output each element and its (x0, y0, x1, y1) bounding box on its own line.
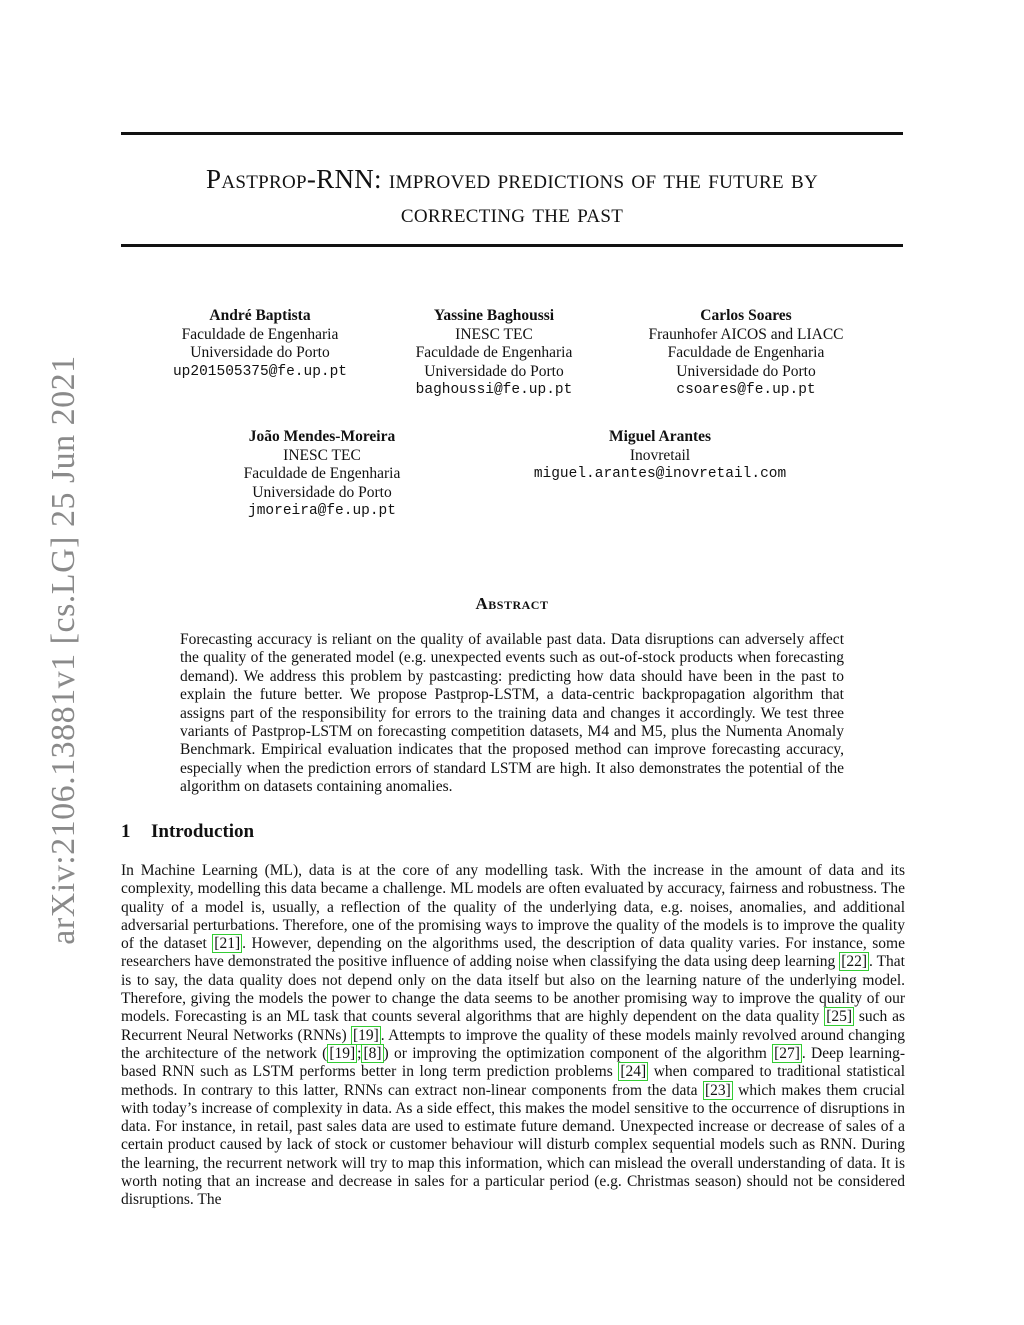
abstract-text: Forecasting accuracy is reliant on the quality of available past data. Data disruptions can adversely affect the quality of the generated model (e.g. unexpected events such as out-of-stock products when forecasting demand). We address this problem by pastcasting: predicting how data should have been in the past to explain the future better. We propose Pastprop-LSTM, a data-centric backpropagation algorithm that assigns part of the responsibility for errors to the training data and changes it accordingly. We test three variants of Pastprop-LSTM on forecasting competition datasets, M4 and M5, plus the Numenta Anomaly Benchmark. Empirical evaluation indicates that the proposed method can improve forecasting accuracy, especially when the prediction errors of standard LSTM are high. It also demonstrates the potential of the algorithm on datasets containing anomalies. (180, 631, 844, 796)
author-name: Miguel Arantes (608, 428, 712, 445)
author-affiliation: Universidade do Porto (424, 362, 564, 380)
title-rule-top (121, 132, 903, 135)
text-run: . Deep learning-based RNN such as LSTM performs better in long term prediction problems (121, 1044, 905, 1081)
intro-paragraph (121, 862, 905, 1210)
author-email[interactable]: baghoussi@fe.up.pt (415, 382, 573, 398)
text-run: . That is to say, the data quality does not depend only on the data itself but also on the learning nature of the underlying model. Therefore, giving the models the power to change the data seems to be another promising way to improve the quality of our models. Forecasting is an ML task that counts several algorithms that are highly dependent on the data quality (121, 953, 905, 1026)
author-name: Carlos Soares (700, 307, 792, 324)
text-run: ; (357, 1044, 362, 1062)
title-rule-bottom (121, 244, 903, 247)
author-name: Yassine Baghoussi (433, 307, 555, 324)
text-run: such as Recurrent Neural Networks (RNNs) (121, 1008, 905, 1044)
author-email[interactable]: jmoreira@fe.up.pt (248, 503, 396, 519)
citation-link[interactable]: [19] (329, 1044, 356, 1062)
citation-link[interactable]: [19] (352, 1026, 379, 1044)
title-line-1: Pastprop-RNN: improved predictions of the future by (206, 164, 818, 194)
author-affiliation: INESC TEC (283, 446, 361, 464)
text-run: . Attempts to improve the quality of these models mainly revolved around changing the architecture of the network ( (121, 1026, 905, 1062)
citation-link[interactable]: [23] (704, 1081, 731, 1099)
citation-link[interactable]: [8] (363, 1044, 382, 1062)
citation-link[interactable]: [25] (826, 1008, 853, 1026)
citation-link[interactable]: [27] (774, 1044, 800, 1062)
author-affiliation: Inovretail (629, 446, 691, 464)
author-affiliation: Universidade do Porto (190, 344, 330, 361)
arxiv-identifier: arXiv:2106.13881v1 [cs.LG] 25 Jun 2021 (45, 355, 82, 945)
author-affiliation: Faculdade de Engenharia (667, 344, 825, 361)
citation-link[interactable]: [22] (841, 953, 868, 971)
citation-link[interactable]: [21] (214, 935, 241, 953)
author-email[interactable]: miguel.arantes@inovretail.com (533, 466, 787, 482)
author-block (626, 307, 866, 400)
author-affiliation: Faculdade de Engenharia (181, 325, 339, 343)
author-block (150, 307, 370, 381)
section-heading (121, 821, 254, 843)
text-run: . However, depending on the algorithms used, the description of data quality varies. For instance, some researchers have demonstrated the positive influence of adding noise when classifying the data using deep learning (121, 935, 905, 971)
author-email[interactable]: csoares@fe.up.pt (676, 382, 816, 398)
author-affiliation: Universidade do Porto (676, 362, 816, 380)
text-run: ) or improving the optimization component of the algorithm (383, 1044, 773, 1062)
abstract-heading: Abstract (475, 594, 549, 613)
title-line-2: correcting the past (400, 198, 624, 228)
author-name: André Baptista (209, 307, 311, 324)
author-affiliation: INESC TEC (455, 325, 533, 343)
author-email[interactable]: up201505375@fe.up.pt (172, 363, 348, 380)
author-name: João Mendes-Moreira (248, 428, 396, 445)
text-run: In Machine Learning (ML), data is at the core of any modelling task. With the increase in the amount of data and its complexity, modelling this data became a challenge. ML models are often evaluated by accuracy, fairness and robustness. The quality of a model is, usually, a reflection of the quality of the underlying data, e.g. noises, anomalies, and additional adversarial perturbations. Therefore, one of the promising ways to improve the quality of the models is to improve the quality of the dataset (121, 862, 905, 953)
author-affiliation: Universidade do Porto (252, 483, 392, 501)
author-affiliation: Faculdade de Engenharia (243, 465, 401, 482)
author-affiliation: Faculdade de Engenharia (415, 344, 573, 361)
author-block (384, 307, 604, 400)
paper-title (121, 162, 903, 230)
text-run: when compared to traditional statistical methods. In contrary to this latter, RNNs can extract non-linear components from the data (121, 1063, 905, 1099)
citation-link[interactable]: [24] (620, 1063, 647, 1081)
author-affiliation: Fraunhofer AICOS and LIACC (648, 325, 844, 343)
author-block (520, 428, 800, 484)
text-run: which makes them crucial with today’s increase of complexity in data. As a side effect, this makes the model sensitive to the occurrence of disruptions in data. For instance, in retail, past sales data are used to estimate future demand. Unexpected increase or decrease of sales of a certain product caused by lack of stock or customer behaviour will disturb complex sequential models such as RNN. During the learning, the recurrent network will try to map this information, which can mislead the overall understanding of data. It is worth noting that an increase and decrease in sales for a particular period (e.g. Christmas season) should not be considered disruptions. The (121, 1081, 905, 1209)
section-title: Introduction (151, 821, 255, 842)
author-block (212, 428, 432, 521)
section-number: 1 (121, 821, 131, 842)
